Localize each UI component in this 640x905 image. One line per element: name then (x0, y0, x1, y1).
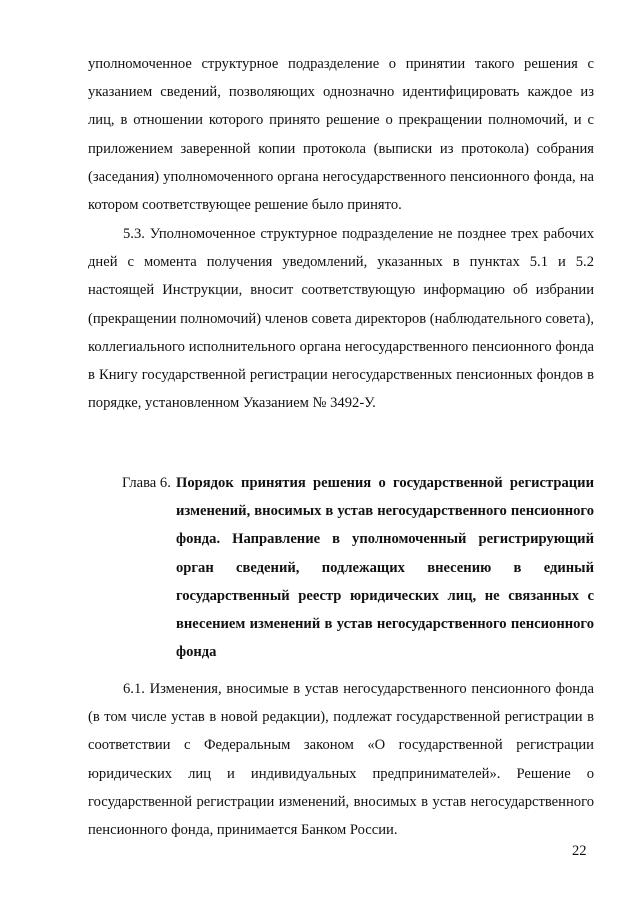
page-number: 22 (572, 843, 587, 859)
paragraph-continuation: уполномоченное структурное подразделение о принятии такого решения с указанием сведений, позволяющих однозначно идентифицировать каждое из лиц, в отношении которого принято решение о прекращении полномочий, и с приложением заверенной копии протокола (выписки из протокола) собрания (заседания) уполномоченного органа негосударственного пенсионного фонда, на котором соответствующее решение было принято. (88, 56, 594, 214)
paragraph-6-1: 6.1. Изменения, вносимые в устав негосударственного пенсионного фонда (в том числе устав в новой редакции), подлежат государственной регистрации в соответствии с Федеральным законом «О государственной регистрации юридических лиц и индивидуальных предпринимателей». Решение о государственной регистрации изменений, вносимых в устав негосударственного пенсионного фонда, принимается Банком России. (88, 681, 594, 839)
chapter-heading (88, 469, 594, 666)
chapter-label: Глава 6. (122, 475, 171, 491)
paragraph-5-3: 5.3. Уполномоченное структурное подразделение не позднее трех рабочих дней с момента получения уведомлений, указанных в пунктах 5.1 и 5.2 настоящей Инструкции, вносит соответствующую информацию об избрании (прекращении полномочий) членов совета директоров (наблюдательного совета), коллегиального исполнительного органа негосударственного пенсионного фонда в Книгу государственной регистрации негосударственных пенсионных фондов в порядке, установленном Указанием № 3492-У. (88, 226, 594, 412)
chapter-title: Порядок принятия решения о государственной регистрации изменений, вносимых в устав негосударственного пенсионного фонда. Направление в уполномоченный регистрирующий орган сведений, подлежащих внесению в единый государственный реестр юридических лиц, не связанных с внесением изменений в устав негосударственного пенсионного фонда (176, 475, 594, 661)
